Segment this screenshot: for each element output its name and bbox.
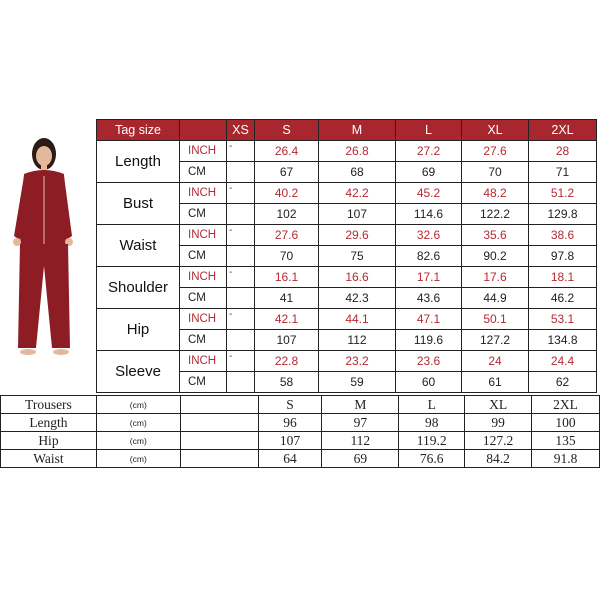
xs-empty	[227, 330, 255, 351]
xs-empty	[227, 372, 255, 393]
trousers-value: 112	[322, 432, 399, 450]
unit-cm: CM	[180, 330, 227, 351]
trousers-row	[1, 432, 600, 450]
unit-cm: CM	[180, 204, 227, 225]
inch-value: 26.4	[255, 141, 319, 162]
xs-dash: -	[227, 225, 255, 246]
trousers-value: 2XL	[532, 396, 600, 414]
header-row	[97, 120, 597, 141]
measurement-name: Shoulder	[97, 267, 180, 309]
xs-empty	[227, 246, 255, 267]
cm-value: 61	[462, 372, 529, 393]
xs-dash: -	[227, 141, 255, 162]
inch-value: 16.1	[255, 267, 319, 288]
cm-value: 60	[396, 372, 462, 393]
cm-value: 62	[529, 372, 597, 393]
trousers-value: 84.2	[465, 450, 532, 468]
cm-value: 70	[255, 246, 319, 267]
measurement-row-inch	[97, 351, 597, 372]
inch-value: 22.8	[255, 351, 319, 372]
measurement-name: Hip	[97, 309, 180, 351]
model-in-pajamas-icon	[6, 136, 90, 362]
inch-value: 44.1	[319, 309, 396, 330]
measurement-name: Length	[97, 141, 180, 183]
measurement-row-inch	[97, 141, 597, 162]
cm-value: 70	[462, 162, 529, 183]
trousers-value: 100	[532, 414, 600, 432]
header-cell: XL	[462, 120, 529, 141]
unit-cm: CM	[180, 288, 227, 309]
inch-value: 50.1	[462, 309, 529, 330]
measurement-name: Sleeve	[97, 351, 180, 393]
inch-value: 40.2	[255, 183, 319, 204]
cm-value: 59	[319, 372, 396, 393]
trousers-value: XL	[465, 396, 532, 414]
trousers-row	[1, 396, 600, 414]
xs-dash: -	[227, 309, 255, 330]
trousers-value: 91.8	[532, 450, 600, 468]
inch-value: 47.1	[396, 309, 462, 330]
measurement-name: Waist	[97, 225, 180, 267]
cm-value: 71	[529, 162, 597, 183]
xs-empty	[227, 162, 255, 183]
inch-value: 16.6	[319, 267, 396, 288]
cm-value: 69	[396, 162, 462, 183]
inch-value: 48.2	[462, 183, 529, 204]
measurement-row-inch	[97, 267, 597, 288]
xs-empty	[227, 204, 255, 225]
cm-value: 134.8	[529, 330, 597, 351]
cm-value: 67	[255, 162, 319, 183]
cm-value: 75	[319, 246, 396, 267]
top-size-table	[96, 119, 597, 393]
cm-value: 82.6	[396, 246, 462, 267]
trousers-blank	[180, 432, 258, 450]
trousers-unit: (cm)	[96, 396, 180, 414]
trousers-row	[1, 450, 600, 468]
cm-value: 97.8	[529, 246, 597, 267]
header-cell	[180, 120, 227, 141]
unit-cm: CM	[180, 246, 227, 267]
trousers-value: 97	[322, 414, 399, 432]
inch-value: 24.4	[529, 351, 597, 372]
unit-inch: INCH	[180, 183, 227, 204]
header-cell: M	[319, 120, 396, 141]
inch-value: 18.1	[529, 267, 597, 288]
trousers-value: S	[258, 396, 322, 414]
inch-value: 26.8	[319, 141, 396, 162]
unit-inch: INCH	[180, 225, 227, 246]
trousers-value: 98	[399, 414, 465, 432]
inch-value: 29.6	[319, 225, 396, 246]
trousers-value: M	[322, 396, 399, 414]
trousers-row-name: Hip	[1, 432, 97, 450]
cm-value: 122.2	[462, 204, 529, 225]
header-cell: Tag size	[97, 120, 180, 141]
trousers-blank	[180, 414, 258, 432]
cm-value: 119.6	[396, 330, 462, 351]
unit-cm: CM	[180, 162, 227, 183]
trousers-unit: (cm)	[96, 450, 180, 468]
header-cell: XS	[227, 120, 255, 141]
cm-value: 107	[319, 204, 396, 225]
inch-value: 27.6	[255, 225, 319, 246]
measurement-name: Bust	[97, 183, 180, 225]
trousers-unit: (cm)	[96, 414, 180, 432]
cm-value: 42.3	[319, 288, 396, 309]
inch-value: 27.6	[462, 141, 529, 162]
trousers-value: 135	[532, 432, 600, 450]
measurement-row-inch	[97, 225, 597, 246]
trousers-row-name: Waist	[1, 450, 97, 468]
cm-value: 58	[255, 372, 319, 393]
inch-value: 38.6	[529, 225, 597, 246]
trousers-value: 69	[322, 450, 399, 468]
measurement-row-inch	[97, 183, 597, 204]
trousers-value: 64	[258, 450, 322, 468]
inch-value: 17.1	[396, 267, 462, 288]
trousers-row-name: Trousers	[1, 396, 97, 414]
cm-value: 46.2	[529, 288, 597, 309]
header-cell: 2XL	[529, 120, 597, 141]
trousers-value: 107	[258, 432, 322, 450]
header-cell: S	[255, 120, 319, 141]
cm-value: 68	[319, 162, 396, 183]
xs-dash: -	[227, 183, 255, 204]
inch-value: 42.2	[319, 183, 396, 204]
trousers-value: 127.2	[465, 432, 532, 450]
trousers-row	[1, 414, 600, 432]
cm-value: 43.6	[396, 288, 462, 309]
cm-value: 114.6	[396, 204, 462, 225]
trousers-blank	[180, 450, 258, 468]
trousers-row-name: Length	[1, 414, 97, 432]
trousers-unit: (cm)	[96, 432, 180, 450]
header-cell: L	[396, 120, 462, 141]
inch-value: 53.1	[529, 309, 597, 330]
xs-dash: -	[227, 351, 255, 372]
trousers-value: 76.6	[399, 450, 465, 468]
inch-value: 23.6	[396, 351, 462, 372]
trousers-value: 96	[258, 414, 322, 432]
inch-value: 27.2	[396, 141, 462, 162]
trousers-size-table	[0, 395, 600, 468]
unit-inch: INCH	[180, 309, 227, 330]
xs-empty	[227, 288, 255, 309]
inch-value: 28	[529, 141, 597, 162]
inch-value: 32.6	[396, 225, 462, 246]
trousers-value: 99	[465, 414, 532, 432]
cm-value: 127.2	[462, 330, 529, 351]
inch-value: 51.2	[529, 183, 597, 204]
measurement-row-inch	[97, 309, 597, 330]
cm-value: 41	[255, 288, 319, 309]
unit-inch: INCH	[180, 351, 227, 372]
cm-value: 107	[255, 330, 319, 351]
unit-inch: INCH	[180, 267, 227, 288]
inch-value: 35.6	[462, 225, 529, 246]
unit-cm: CM	[180, 372, 227, 393]
trousers-blank	[180, 396, 258, 414]
inch-value: 45.2	[396, 183, 462, 204]
cm-value: 44.9	[462, 288, 529, 309]
xs-dash: -	[227, 267, 255, 288]
inch-value: 24	[462, 351, 529, 372]
unit-inch: INCH	[180, 141, 227, 162]
cm-value: 90.2	[462, 246, 529, 267]
inch-value: 42.1	[255, 309, 319, 330]
inch-value: 23.2	[319, 351, 396, 372]
trousers-value: L	[399, 396, 465, 414]
trousers-value: 119.2	[399, 432, 465, 450]
inch-value: 17.6	[462, 267, 529, 288]
cm-value: 102	[255, 204, 319, 225]
cm-value: 112	[319, 330, 396, 351]
cm-value: 129.8	[529, 204, 597, 225]
